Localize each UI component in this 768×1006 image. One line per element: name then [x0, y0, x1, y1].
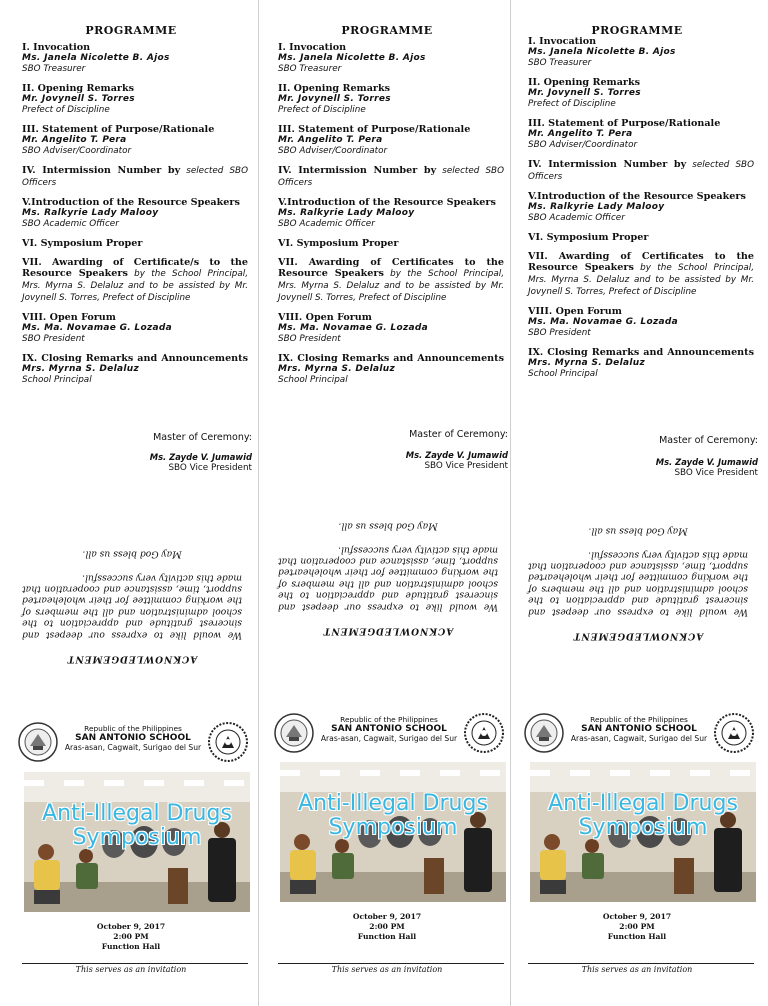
programme-item-detail: selected SBO Officers [278, 166, 504, 188]
master-of-ceremony-label: Master of Ceremony: [409, 429, 508, 440]
programme-item-heading [528, 118, 754, 129]
programme-item-role: SBO Academic Officer [528, 213, 625, 223]
programme-item [278, 257, 504, 304]
programme-item [528, 36, 754, 69]
programme-item-heading [528, 347, 754, 358]
programme-item-title: VI. Symposium Proper [528, 232, 649, 243]
programme-item [22, 165, 248, 189]
programme-item-heading [278, 353, 504, 364]
programme-item-role: SBO Adviser/Coordinator [528, 140, 638, 150]
master-of-ceremony-name: Ms. Zayde V. Jumawid [655, 457, 758, 467]
acknowledgement-block [22, 548, 242, 663]
programme-item [528, 251, 754, 298]
invitation-divider [278, 963, 504, 964]
school-seal-icon [524, 713, 564, 753]
programme-item [528, 306, 754, 339]
programme-title: PROGRAMME [85, 24, 177, 37]
header-republic: Republic of the Philippines [590, 715, 688, 724]
programme-panel-1 [6, 0, 256, 1006]
programme-item-heading [278, 83, 504, 94]
deped-seal-icon [464, 713, 504, 753]
header-republic: Republic of the Philippines [340, 715, 438, 724]
programme-item-heading [22, 312, 248, 323]
programme-item-heading [278, 197, 504, 208]
programme-item-role: SBO Treasurer [278, 64, 342, 74]
programme-item-detail: selected SBO Officers [22, 166, 248, 188]
banner-title-line1: Anti-Illegal Drugs [298, 791, 488, 816]
programme-item-person: Ms. Janela Nicolette B. Ajos [278, 53, 426, 63]
event-venue: Function Hall [357, 932, 417, 941]
master-of-ceremony-name: Ms. Zayde V. Jumawid [149, 452, 252, 462]
school-header [18, 722, 248, 768]
programme-item-heading [22, 238, 248, 249]
acknowledgement-body: We would like to express our deepest and sincerest gratitude and appreciation to the school administration and all the members of the working committee for their wholehearted support, time, assistance and cooperation that made this activity very successful. [278, 543, 498, 612]
acknowledgement-block [278, 520, 498, 635]
deped-seal-icon [714, 713, 754, 753]
acknowledgement-body: We would like to express our deepest and sincerest gratitude and appreciation to the school administration and all the members of the working committee for their wholehearted support, time, assistance and cooperation that made this activity very successful. [22, 571, 242, 640]
programme-item [278, 165, 504, 189]
programme-item-title: III. Statement of Purpose/Rationale [278, 124, 471, 135]
programme-item-person: Mr. Jovynell S. Torres [22, 94, 135, 104]
programme-item-person: Ms. Ralkyrie Lady Malooy [22, 208, 159, 218]
acknowledgement-bless: May God bless us all. [588, 525, 688, 537]
programme-item [22, 353, 248, 386]
header-address: Aras-asan, Cagwait, Surigao del Sur [570, 734, 708, 743]
programme-item-heading [22, 165, 248, 189]
programme-item [22, 42, 248, 75]
programme-item-title: I. Invocation [528, 36, 597, 47]
programme-item-person: Ms. Ma. Novamae G. Lozada [528, 317, 678, 327]
programme-item-title: VI. Symposium Proper [278, 238, 399, 249]
school-seal-icon [274, 713, 314, 753]
programme-item-person: Mr. Jovynell S. Torres [528, 88, 641, 98]
programme-item-role: SBO President [278, 334, 341, 344]
programme-item-detail: by the School Principal, Mrs. Myrna S. Delaluz and to be assisted by Mr. Jovynell S. Torres, Prefect of Discipline [278, 269, 504, 303]
programme-item-heading [528, 232, 754, 243]
programme-list [278, 42, 504, 394]
programme-item [528, 232, 754, 243]
programme-item-role: SBO Academic Officer [22, 219, 119, 229]
master-of-ceremony-role: SBO Vice President [168, 463, 252, 473]
programme-item-role: SBO President [22, 334, 85, 344]
acknowledgement-bless: May God bless us all. [82, 548, 182, 560]
programme-item [278, 197, 504, 230]
programme-item [22, 124, 248, 157]
programme-item-title: V.Introduction of the Resource Speakers [278, 197, 496, 208]
programme-item-role: SBO President [528, 328, 591, 338]
programme-item-person: Mrs. Myrna S. Delaluz [22, 364, 139, 374]
acknowledgement-body: We would like to express our deepest and sincerest gratitude and appreciation to the school administration and all the members of the working committee for their wholehearted support, time, assistance and cooperation that made this activity very successful. [528, 548, 748, 617]
programme-item-title: VI. Symposium Proper [22, 238, 143, 249]
symposium-banner [24, 772, 250, 912]
programme-item-role: SBO Adviser/Coordinator [278, 146, 388, 156]
programme-item [22, 238, 248, 249]
event-time: 2:00 PM [369, 922, 405, 931]
programme-item [528, 191, 754, 224]
banner-title-line2: Symposium [328, 815, 458, 840]
programme-item [278, 312, 504, 345]
symposium-banner [530, 762, 756, 902]
programme-item-title: IV. Intermission Number by [528, 159, 687, 170]
header-school-name: SAN ANTONIO SCHOOL [581, 724, 697, 734]
programme-item-title: VII. Awarding of Certificates to the Resource Speakers [278, 257, 504, 279]
acknowledgement-block [528, 525, 748, 640]
programme-item-person: Ms. Ralkyrie Lady Malooy [528, 202, 665, 212]
programme-item-title: VIII. Open Forum [278, 312, 372, 323]
banner-title-line2: Symposium [578, 815, 708, 840]
programme-item-heading [22, 197, 248, 208]
programme-item-role: SBO Academic Officer [278, 219, 375, 229]
programme-panel-3 [512, 0, 762, 1006]
master-of-ceremony-role: SBO Vice President [674, 468, 758, 478]
programme-item [528, 77, 754, 110]
event-date: October 9, 2017 [352, 912, 422, 921]
invitation-note: This serves as an invitation [581, 965, 693, 974]
programme-item [22, 257, 248, 304]
programme-item-heading [22, 257, 248, 304]
programme-item-title: VIII. Open Forum [22, 312, 116, 323]
programme-item-title: I. Invocation [278, 42, 347, 53]
programme-item-detail: by the School Principal, Mrs. Myrna S. Delaluz and to be assisted by Mr. Jovynell S. Torres, Prefect of Discipline [22, 269, 248, 303]
banner-title-line1: Anti-Illegal Drugs [548, 791, 738, 816]
header-address: Aras-asan, Cagwait, Surigao del Sur [320, 734, 458, 743]
programme-item-heading [22, 83, 248, 94]
programme-item-role: SBO Treasurer [22, 64, 86, 74]
programme-item-heading [528, 77, 754, 88]
programme-item-person: Ms. Ralkyrie Lady Malooy [278, 208, 415, 218]
programme-item-heading [278, 257, 504, 304]
school-seal-icon [18, 722, 58, 762]
programme-item-person: Mr. Angelito T. Pera [278, 135, 383, 145]
programme-item-heading [22, 353, 248, 364]
acknowledgement-bless: May God bless us all. [338, 520, 438, 532]
programme-item-person: Mr. Jovynell S. Torres [278, 94, 391, 104]
programme-title: PROGRAMME [341, 24, 433, 37]
school-header [524, 713, 754, 759]
programme-item-heading [278, 238, 504, 249]
programme-item-title: II. Opening Remarks [528, 77, 641, 88]
master-of-ceremony-label: Master of Ceremony: [659, 435, 758, 446]
programme-item-title: II. Opening Remarks [278, 83, 391, 94]
programme-item-role: Prefect of Discipline [278, 105, 366, 115]
programme-item [278, 124, 504, 157]
programme-item-role: Prefect of Discipline [22, 105, 110, 115]
programme-item-heading [528, 191, 754, 202]
acknowledgement-title: ACKNOWLEDGEMENT [66, 653, 198, 664]
programme-item [528, 347, 754, 380]
programme-title: PROGRAMME [591, 24, 683, 37]
programme-item-title: II. Opening Remarks [22, 83, 135, 94]
programme-item-title: IV. Intermission Number by [22, 165, 181, 176]
programme-item-heading [278, 312, 504, 323]
programme-item-detail: by the School Principal, Mrs. Myrna S. Delaluz and to be assisted by Mr. Jovynell S. Torres, Prefect of Discipline [528, 263, 754, 297]
programme-item [278, 42, 504, 75]
programme-item-role: School Principal [22, 375, 92, 385]
header-address: Aras-asan, Cagwait, Surigao del Sur [64, 743, 202, 752]
programme-item [22, 83, 248, 116]
programme-item [528, 118, 754, 151]
header-school-name: SAN ANTONIO SCHOOL [75, 733, 191, 743]
programme-item-title: III. Statement of Purpose/Rationale [22, 124, 215, 135]
programme-list [22, 42, 248, 394]
programme-list [528, 36, 754, 388]
event-date: October 9, 2017 [96, 922, 166, 931]
invitation-note: This serves as an invitation [331, 965, 443, 974]
programme-item-heading [528, 306, 754, 317]
programme-item [22, 312, 248, 345]
programme-item [528, 159, 754, 183]
school-header [274, 713, 504, 759]
programme-item-role: Prefect of Discipline [528, 99, 616, 109]
event-time: 2:00 PM [619, 922, 655, 931]
programme-item-person: Ms. Janela Nicolette B. Ajos [528, 47, 676, 57]
master-of-ceremony-label: Master of Ceremony: [153, 432, 252, 443]
event-time: 2:00 PM [113, 932, 149, 941]
programme-item-detail: selected SBO Officers [528, 160, 754, 182]
event-date: October 9, 2017 [602, 912, 672, 921]
programme-item-person: Mr. Angelito T. Pera [528, 129, 633, 139]
programme-item-heading [278, 124, 504, 135]
panel-divider [258, 0, 259, 1006]
programme-item-heading [528, 159, 754, 183]
programme-item-heading [22, 124, 248, 135]
programme-item-role: SBO Adviser/Coordinator [22, 146, 132, 156]
invitation-note: This serves as an invitation [75, 965, 187, 974]
event-venue: Function Hall [101, 942, 161, 951]
header-school-name: SAN ANTONIO SCHOOL [331, 724, 447, 734]
programme-item-title: IX. Closing Remarks and Announcements [278, 353, 504, 364]
programme-panel-2 [262, 0, 512, 1006]
header-republic: Republic of the Philippines [84, 724, 182, 733]
programme-item-heading [278, 165, 504, 189]
programme-item [278, 353, 504, 386]
programme-item-title: V.Introduction of the Resource Speakers [22, 197, 240, 208]
programme-item-person: Ms. Ma. Novamae G. Lozada [22, 323, 172, 333]
programme-item-title: IX. Closing Remarks and Announcements [528, 347, 754, 358]
invitation-divider [528, 963, 754, 964]
programme-item-role: School Principal [528, 369, 598, 379]
programme-item-role: SBO Treasurer [528, 58, 592, 68]
programme-item-title: VII. Awarding of Certificates to the Resource Speakers [528, 251, 754, 273]
master-of-ceremony-name: Ms. Zayde V. Jumawid [405, 450, 508, 460]
programme-item-heading [528, 36, 754, 47]
programme-item-role: School Principal [278, 375, 348, 385]
programme-item-title: IV. Intermission Number by [278, 165, 437, 176]
programme-item-title: III. Statement of Purpose/Rationale [528, 118, 721, 129]
programme-item [22, 197, 248, 230]
acknowledgement-title: ACKNOWLEDGEMENT [572, 630, 704, 641]
programme-item-heading [278, 42, 504, 53]
programme-item-person: Mr. Angelito T. Pera [22, 135, 127, 145]
programme-item-heading [528, 251, 754, 298]
programme-item-title: IX. Closing Remarks and Announcements [22, 353, 248, 364]
invitation-divider [22, 963, 248, 964]
programme-item-title: VIII. Open Forum [528, 306, 622, 317]
programme-item-title: VII. Awarding of Certificate/s to the Resource Speakers [22, 257, 248, 279]
banner-title-line1: Anti-Illegal Drugs [42, 801, 232, 826]
programme-item [278, 238, 504, 249]
acknowledgement-title: ACKNOWLEDGEMENT [322, 625, 454, 636]
programme-item-title: I. Invocation [22, 42, 91, 53]
programme-item-person: Ms. Janela Nicolette B. Ajos [22, 53, 170, 63]
programme-item [278, 83, 504, 116]
event-venue: Function Hall [607, 932, 667, 941]
symposium-banner [280, 762, 506, 902]
programme-item-person: Mrs. Myrna S. Delaluz [278, 364, 395, 374]
programme-item-person: Mrs. Myrna S. Delaluz [528, 358, 645, 368]
programme-item-person: Ms. Ma. Novamae G. Lozada [278, 323, 428, 333]
programme-item-title: V.Introduction of the Resource Speakers [528, 191, 746, 202]
banner-title-line2: Symposium [72, 825, 202, 850]
deped-seal-icon [208, 722, 248, 762]
programme-item-heading [22, 42, 248, 53]
master-of-ceremony-role: SBO Vice President [424, 461, 508, 471]
